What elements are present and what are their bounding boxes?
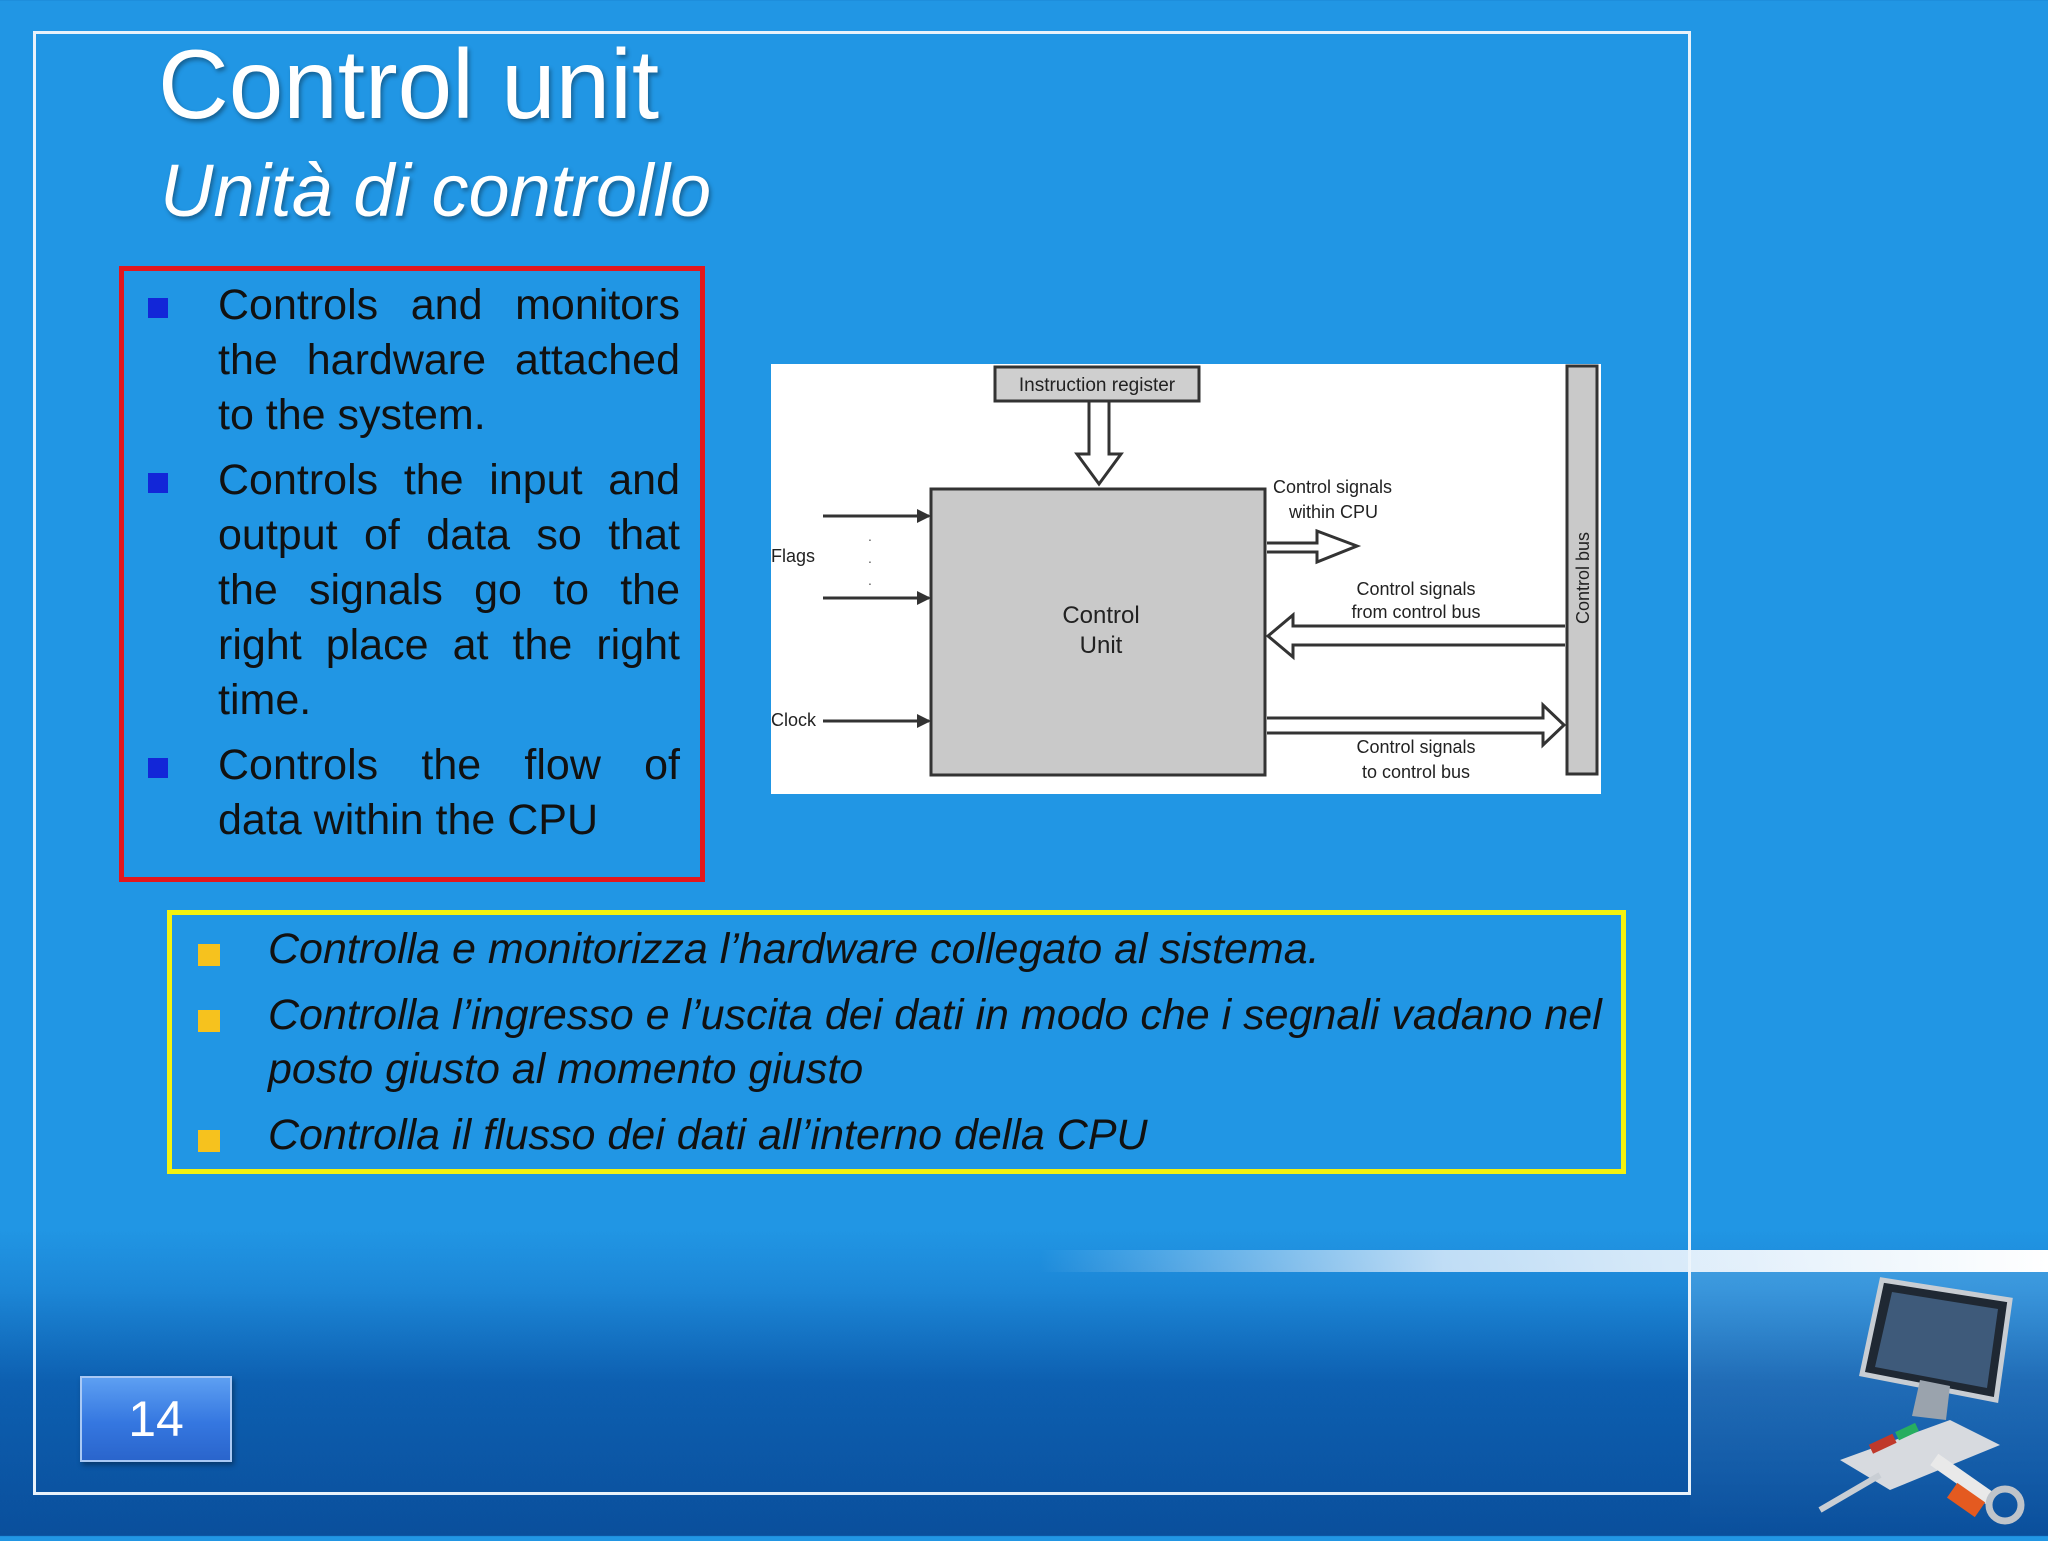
right-arrow-icon bbox=[1267, 531, 1357, 562]
control-unit-diagram-svg bbox=[771, 364, 1601, 794]
italian-point-text: Controlla e monitorizza l’hardware collegato al sistema. bbox=[268, 925, 1320, 973]
control-bus-label: Control bus bbox=[1573, 531, 1593, 625]
arrowhead-icon bbox=[917, 714, 931, 728]
down-arrow-icon bbox=[1077, 402, 1121, 484]
yellow-square-bullet-icon bbox=[198, 1010, 220, 1032]
clock-label: Clock bbox=[771, 710, 817, 730]
within-cpu-label-line2: within CPU bbox=[1289, 502, 1379, 522]
blue-square-bullet-icon bbox=[148, 758, 168, 778]
page-number-badge: 14 bbox=[80, 1376, 232, 1462]
english-point bbox=[140, 453, 680, 728]
from-bus-label-line2: from control bus bbox=[1351, 602, 1481, 622]
to-bus-label-line1: Control signals bbox=[1356, 737, 1476, 757]
arrowhead-icon bbox=[917, 509, 931, 523]
english-point-text: Controls and monitors the hardware attached to the system. bbox=[218, 281, 680, 439]
italian-point bbox=[196, 922, 1616, 976]
italian-point bbox=[196, 988, 1616, 1096]
slide-subtitle: Unità di controllo bbox=[160, 149, 712, 232]
within-cpu-label-line1: Control signals bbox=[1273, 477, 1393, 497]
italian-point bbox=[196, 1108, 1616, 1162]
slide-title: Control unit bbox=[158, 29, 660, 139]
arrowhead-icon bbox=[917, 591, 931, 605]
control-unit-label-line1: Control bbox=[1062, 602, 1140, 629]
ellipsis-dot: . bbox=[868, 550, 872, 566]
italian-point-text: Controlla l’ingresso e l’uscita dei dati in modo che i segnali vadano nel posto giusto al momento giusto bbox=[268, 991, 1602, 1093]
english-point bbox=[140, 278, 680, 443]
yellow-square-bullet-icon bbox=[198, 1130, 220, 1152]
flags-label: Flags bbox=[771, 546, 816, 566]
to-bus-label-line2: to control bus bbox=[1361, 762, 1471, 782]
blue-square-bullet-icon bbox=[148, 473, 168, 493]
control-unit-label-line2: Unit bbox=[1079, 632, 1123, 659]
ellipsis-dot: . bbox=[868, 572, 872, 588]
from-bus-label-line1: Control signals bbox=[1356, 579, 1476, 599]
control-unit-diagram bbox=[771, 364, 1601, 794]
english-point-text: Controls the input and output of data so that the signals go to the right place at the right time. bbox=[218, 456, 680, 724]
english-point-text: Controls the flow of data within the CPU bbox=[218, 741, 680, 844]
italian-point-text: Controlla il flusso dei dati all’interno della CPU bbox=[268, 1111, 1148, 1159]
instruction-register-label: Instruction register bbox=[1018, 375, 1176, 396]
blue-square-bullet-icon bbox=[148, 298, 168, 318]
computer-tools-icon bbox=[1800, 1270, 2048, 1536]
ellipsis-dot: . bbox=[868, 528, 872, 544]
english-points-list bbox=[140, 278, 680, 858]
english-point bbox=[140, 738, 680, 848]
italian-points-list bbox=[196, 922, 1616, 1174]
yellow-square-bullet-icon bbox=[198, 944, 220, 966]
